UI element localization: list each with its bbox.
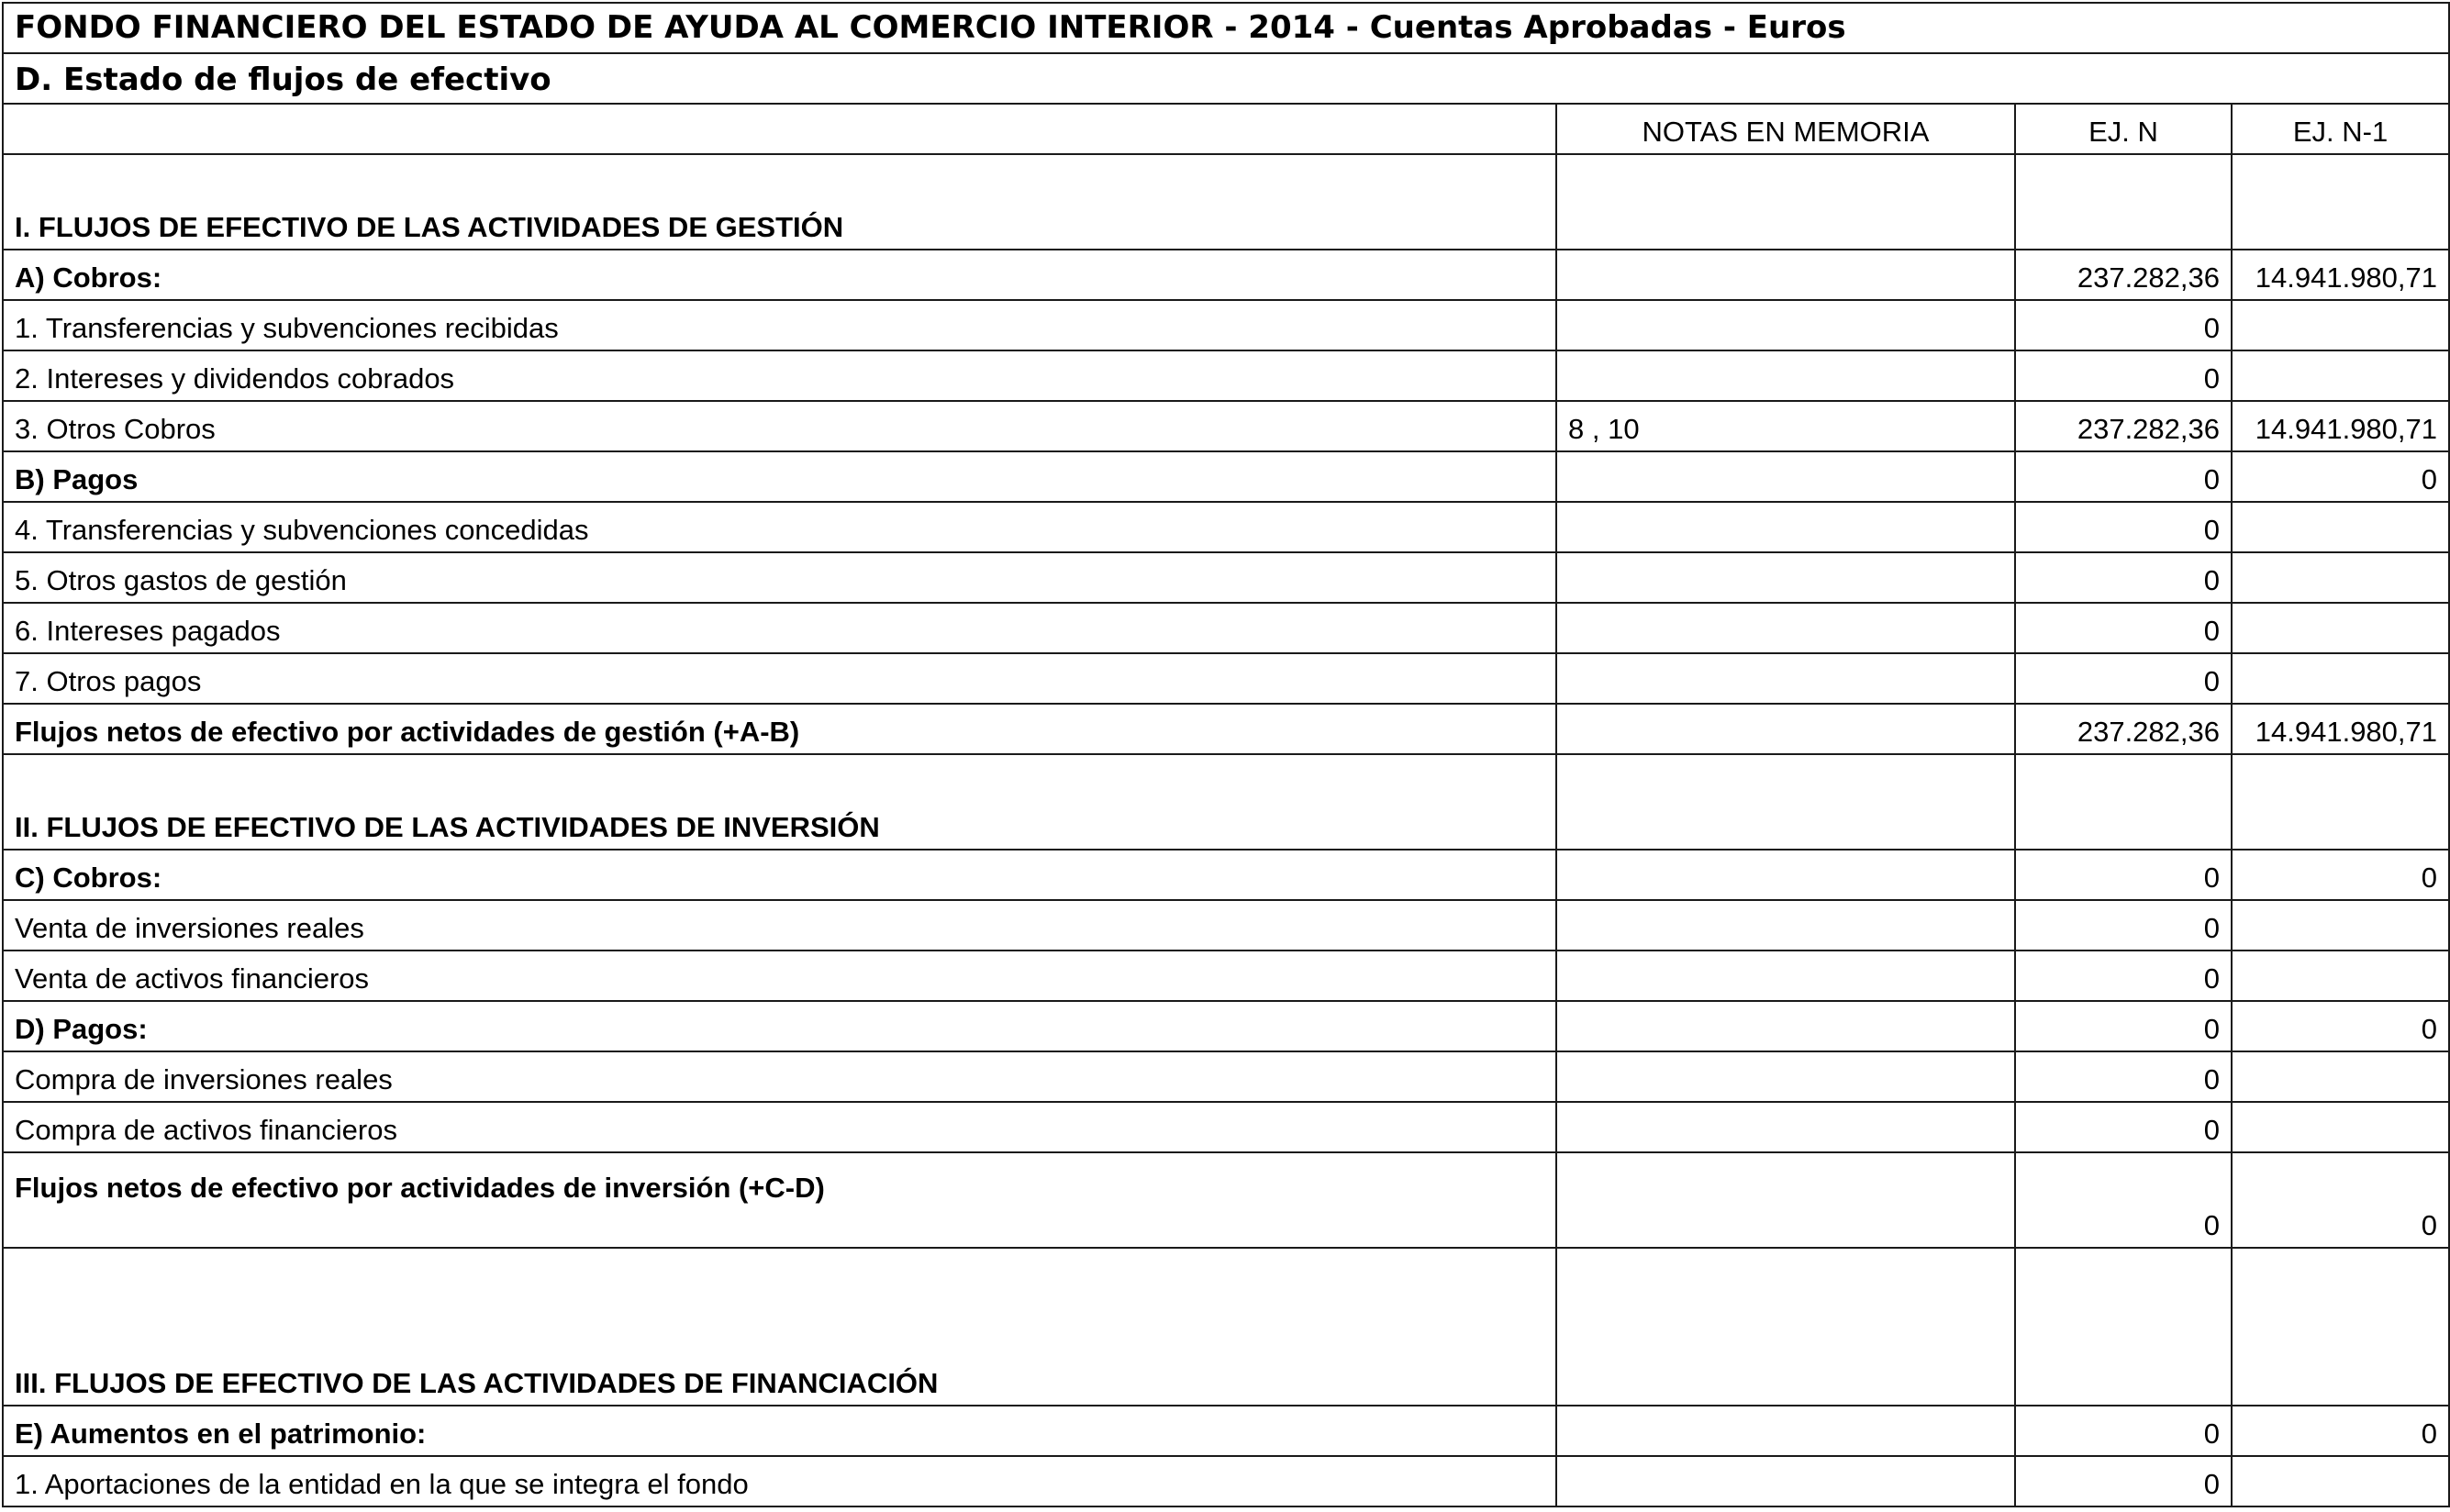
row-current[interactable]: 0	[2015, 603, 2232, 653]
row-notes[interactable]	[1556, 1456, 2015, 1506]
row-label[interactable]: I. FLUJOS DE EFECTIVO DE LAS ACTIVIDADES DE GESTIÓN	[3, 154, 1556, 250]
row-previous[interactable]	[2232, 300, 2449, 350]
row-label[interactable]: Flujos netos de efectivo por actividades de inversión (+C-D)	[3, 1152, 1556, 1248]
row-current[interactable]: 0	[2015, 1406, 2232, 1456]
table-row	[3, 552, 2449, 603]
row-label[interactable]: Flujos netos de efectivo por actividades de gestión (+A-B)	[3, 704, 1556, 754]
row-notes[interactable]	[1556, 900, 2015, 951]
table-row	[3, 401, 2449, 451]
row-notes[interactable]: 8 , 10	[1556, 401, 2015, 451]
header-label-cell[interactable]	[3, 104, 1556, 154]
row-current[interactable]: 0	[2015, 451, 2232, 502]
row-previous[interactable]: 14.941.980,71	[2232, 401, 2449, 451]
row-previous[interactable]	[2232, 951, 2449, 1001]
table-row	[3, 850, 2449, 900]
table-row	[3, 603, 2449, 653]
row-notes[interactable]	[1556, 350, 2015, 401]
row-current[interactable]	[2015, 754, 2232, 850]
row-current[interactable]: 0	[2015, 1456, 2232, 1506]
table-row	[3, 951, 2449, 1001]
row-current[interactable]: 0	[2015, 1001, 2232, 1051]
report-title[interactable]: FONDO FINANCIERO DEL ESTADO DE AYUDA AL COMERCIO INTERIOR - 2014 - Cuentas Aprobadas - Euros	[3, 3, 2449, 53]
row-label[interactable]: B) Pagos	[3, 451, 1556, 502]
row-previous[interactable]	[2232, 603, 2449, 653]
row-previous[interactable]	[2232, 350, 2449, 401]
row-previous[interactable]	[2232, 1248, 2449, 1406]
row-notes[interactable]	[1556, 154, 2015, 250]
row-previous[interactable]	[2232, 552, 2449, 603]
row-label[interactable]: 2. Intereses y dividendos cobrados	[3, 350, 1556, 401]
row-previous[interactable]: 0	[2232, 850, 2449, 900]
row-current[interactable]: 0	[2015, 300, 2232, 350]
row-label[interactable]: III. FLUJOS DE EFECTIVO DE LAS ACTIVIDADES DE FINANCIACIÓN	[3, 1248, 1556, 1406]
row-previous[interactable]	[2232, 154, 2449, 250]
row-previous[interactable]	[2232, 653, 2449, 704]
table-row	[3, 1406, 2449, 1456]
row-current[interactable]: 0	[2015, 900, 2232, 951]
row-current[interactable]: 0	[2015, 1152, 2232, 1248]
row-current[interactable]	[2015, 1248, 2232, 1406]
row-current[interactable]: 237.282,36	[2015, 401, 2232, 451]
row-notes[interactable]	[1556, 300, 2015, 350]
header-notes[interactable]: NOTAS EN MEMORIA	[1556, 104, 2015, 154]
row-label[interactable]: II. FLUJOS DE EFECTIVO DE LAS ACTIVIDADES DE INVERSIÓN	[3, 754, 1556, 850]
table-row	[3, 1456, 2449, 1506]
row-previous[interactable]: 14.941.980,71	[2232, 250, 2449, 300]
row-label[interactable]: 4. Transferencias y subvenciones concedidas	[3, 502, 1556, 552]
row-previous[interactable]	[2232, 900, 2449, 951]
table-row	[3, 1051, 2449, 1102]
row-previous[interactable]	[2232, 502, 2449, 552]
row-label[interactable]: 1. Transferencias y subvenciones recibidas	[3, 300, 1556, 350]
subtitle-row	[3, 53, 2449, 104]
row-notes[interactable]	[1556, 951, 2015, 1001]
row-notes[interactable]	[1556, 1051, 2015, 1102]
row-label[interactable]: 6. Intereses pagados	[3, 603, 1556, 653]
table-row	[3, 154, 2449, 250]
row-previous[interactable]: 0	[2232, 451, 2449, 502]
row-previous[interactable]	[2232, 754, 2449, 850]
row-notes[interactable]	[1556, 850, 2015, 900]
table-row	[3, 451, 2449, 502]
row-label[interactable]: E) Aumentos en el patrimonio:	[3, 1406, 1556, 1456]
row-current[interactable]: 0	[2015, 1102, 2232, 1152]
row-label[interactable]: Venta de inversiones reales	[3, 900, 1556, 951]
row-notes[interactable]	[1556, 552, 2015, 603]
row-label[interactable]: 5. Otros gastos de gestión	[3, 552, 1556, 603]
row-label[interactable]: Compra de activos financieros	[3, 1102, 1556, 1152]
table-row	[3, 502, 2449, 552]
row-notes[interactable]	[1556, 451, 2015, 502]
row-current[interactable]: 0	[2015, 653, 2232, 704]
table-row	[3, 350, 2449, 401]
column-header-row	[3, 104, 2449, 154]
row-previous[interactable]	[2232, 1102, 2449, 1152]
row-notes[interactable]	[1556, 704, 2015, 754]
row-current[interactable]	[2015, 154, 2232, 250]
row-notes[interactable]	[1556, 653, 2015, 704]
row-previous[interactable]: 14.941.980,71	[2232, 704, 2449, 754]
row-notes[interactable]	[1556, 250, 2015, 300]
table-row	[3, 1102, 2449, 1152]
row-notes[interactable]	[1556, 1406, 2015, 1456]
row-previous[interactable]: 0	[2232, 1001, 2449, 1051]
row-notes[interactable]	[1556, 754, 2015, 850]
row-current[interactable]: 0	[2015, 1051, 2232, 1102]
table-row	[3, 300, 2449, 350]
header-previous-year[interactable]: EJ. N-1	[2232, 104, 2449, 154]
row-notes[interactable]	[1556, 603, 2015, 653]
row-label[interactable]: C) Cobros:	[3, 850, 1556, 900]
row-current[interactable]: 0	[2015, 552, 2232, 603]
table-row	[3, 250, 2449, 300]
row-notes[interactable]	[1556, 1152, 2015, 1248]
table-row	[3, 653, 2449, 704]
row-label[interactable]: 7. Otros pagos	[3, 653, 1556, 704]
table-row	[3, 704, 2449, 754]
row-label[interactable]: 1. Aportaciones de la entidad en la que se integra el fondo	[3, 1456, 1556, 1506]
row-label[interactable]: D) Pagos:	[3, 1001, 1556, 1051]
row-previous[interactable]	[2232, 1456, 2449, 1506]
row-current[interactable]: 0	[2015, 850, 2232, 900]
table-row	[3, 1001, 2449, 1051]
row-current[interactable]: 237.282,36	[2015, 704, 2232, 754]
row-label[interactable]: A) Cobros:	[3, 250, 1556, 300]
table-row	[3, 754, 2449, 850]
row-current[interactable]: 237.282,36	[2015, 250, 2232, 300]
row-notes[interactable]	[1556, 502, 2015, 552]
row-current[interactable]: 0	[2015, 350, 2232, 401]
row-label[interactable]: Venta de activos financieros	[3, 951, 1556, 1001]
report-subtitle[interactable]: D. Estado de flujos de efectivo	[3, 53, 2449, 104]
header-current-year[interactable]: EJ. N	[2015, 104, 2232, 154]
row-previous[interactable]: 0	[2232, 1152, 2449, 1248]
row-previous[interactable]	[2232, 1051, 2449, 1102]
table-row	[3, 1152, 2449, 1248]
cash-flow-table	[2, 2, 2450, 1507]
table-row	[3, 900, 2449, 951]
row-label[interactable]: Compra de inversiones reales	[3, 1051, 1556, 1102]
row-current[interactable]: 0	[2015, 502, 2232, 552]
row-notes[interactable]	[1556, 1001, 2015, 1051]
row-current[interactable]: 0	[2015, 951, 2232, 1001]
row-previous[interactable]: 0	[2232, 1406, 2449, 1456]
title-row	[3, 3, 2449, 53]
row-notes[interactable]	[1556, 1248, 2015, 1406]
row-label[interactable]: 3. Otros Cobros	[3, 401, 1556, 451]
row-notes[interactable]	[1556, 1102, 2015, 1152]
table-row	[3, 1248, 2449, 1406]
